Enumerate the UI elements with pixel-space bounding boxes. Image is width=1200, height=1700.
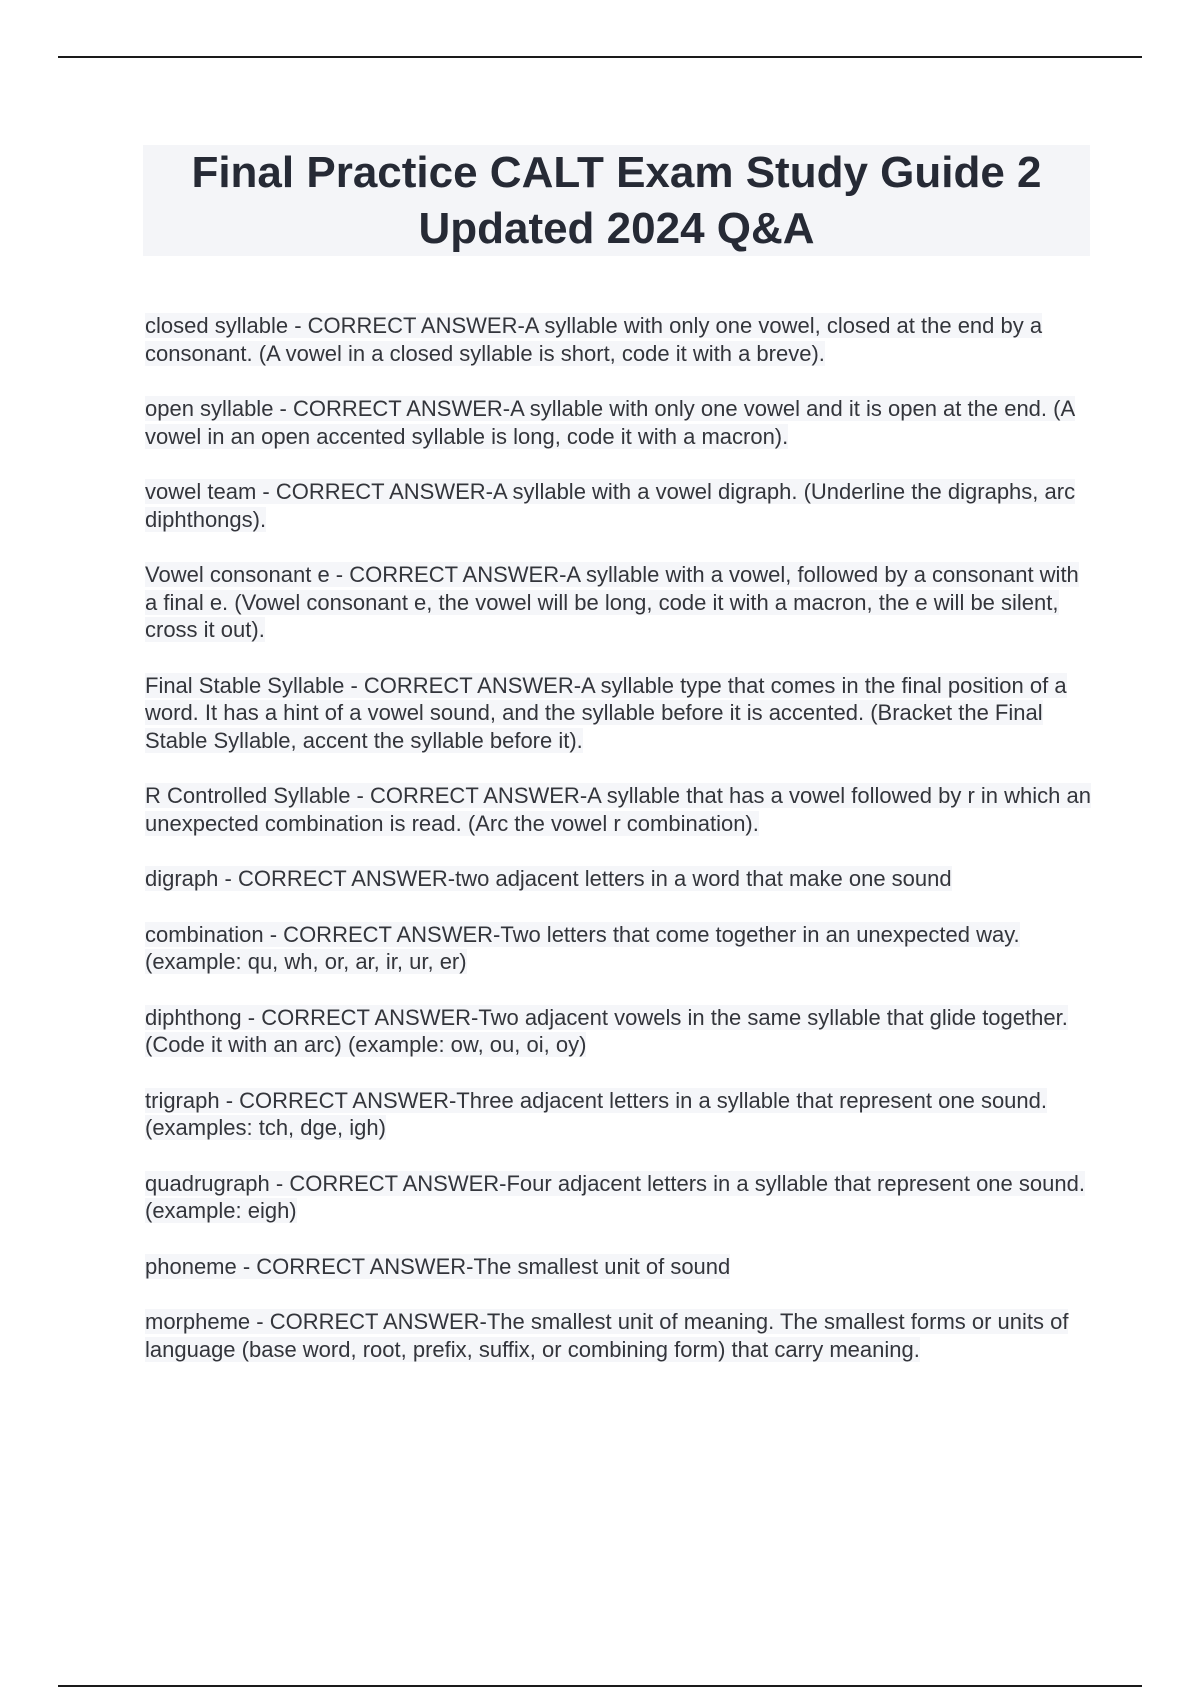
- qa-entry-text: trigraph - CORRECT ANSWER-Three adjacent letters in a syllable that represent one sound. (examples: tch, dge, igh): [145, 1087, 1047, 1140]
- qa-entry: [145, 782, 1095, 837]
- qa-entry: [145, 865, 1095, 893]
- page-title-line-2: Updated 2024 Q&A: [418, 203, 815, 253]
- qa-entry: [145, 395, 1095, 450]
- qa-entry-text: combination - CORRECT ANSWER-Two letters that come together in an unexpected way. (example: qu, wh, or, ar, ir, ur, er): [145, 921, 1020, 974]
- qa-entry: [145, 1253, 1095, 1281]
- qa-entry-text: R Controlled Syllable - CORRECT ANSWER-A syllable that has a vowel followed by r in which an unexpected combination is read. (Arc the vowel r combination).: [145, 783, 1091, 836]
- qa-entry: [145, 478, 1095, 533]
- qa-entry-text: vowel team - CORRECT ANSWER-A syllable with a vowel digraph. (Underline the digraphs, arc diphthongs).: [145, 479, 1076, 532]
- qa-entry-text: digraph - CORRECT ANSWER-two adjacent letters in a word that make one sound: [145, 866, 952, 891]
- page-title-line-1: Final Practice CALT Exam Study Guide 2: [191, 147, 1042, 197]
- qa-entry-text: diphthong - CORRECT ANSWER-Two adjacent vowels in the same syllable that glide together. (Code it with an arc) (example: ow, ou, oi, oy): [145, 1004, 1068, 1057]
- qa-entry-text: morpheme - CORRECT ANSWER-The smallest unit of meaning. The smallest forms or units of language (base word, root, prefix, suffix, or combining form) that carry meaning.: [145, 1309, 1069, 1362]
- page-title: [191, 145, 1041, 257]
- qa-entry-text: Vowel consonant e - CORRECT ANSWER-A syllable with a vowel, followed by a consonant with a final e. (Vowel consonant e, the vowel will be long, code it with a macron, the e will be silent, cross it out).: [145, 562, 1079, 642]
- footer-rule: [58, 1685, 1142, 1687]
- qa-entry-text: Final Stable Syllable - CORRECT ANSWER-A syllable type that comes in the final position of a word. It has a hint of a vowel sound, and the syllable before it is accented. (Bracket the Final Stable Syllable, accent the syllable before it).: [145, 672, 1067, 753]
- qa-entry: [145, 921, 1095, 976]
- title-banner: [143, 145, 1090, 256]
- qa-entry-text: phoneme - CORRECT ANSWER-The smallest unit of sound: [145, 1253, 731, 1279]
- qa-entry-text: closed syllable - CORRECT ANSWER-A syllable with only one vowel, closed at the end by a consonant. (A vowel in a closed syllable is short, code it with a breve).: [145, 313, 1043, 366]
- qa-entry-text: open syllable - CORRECT ANSWER-A syllable with only one vowel and it is open at the end. (A vowel in an open accented syllable is long, code it with a macron).: [145, 396, 1076, 449]
- qa-entry: [145, 1004, 1095, 1059]
- qa-entry: [145, 1087, 1095, 1142]
- qa-entry: [145, 561, 1095, 644]
- qa-entry: [145, 1170, 1095, 1225]
- header-rule: [58, 56, 1142, 58]
- qa-list: [145, 312, 1095, 1391]
- qa-entry: [145, 672, 1095, 755]
- qa-entry: [145, 1308, 1095, 1363]
- qa-entry-text: quadrugraph - CORRECT ANSWER-Four adjacent letters in a syllable that represent one sound. (example: eigh): [145, 1170, 1085, 1223]
- qa-entry: [145, 312, 1095, 367]
